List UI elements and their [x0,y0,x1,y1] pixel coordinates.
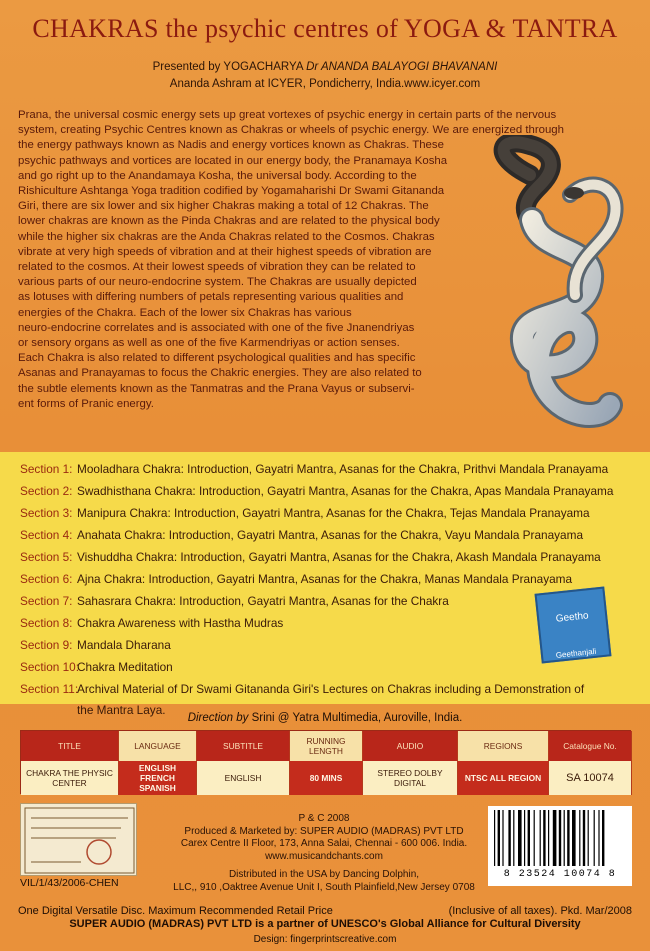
stamp-icon [21,804,138,877]
intro-line: psychic pathways and vortices are located in our energy body, the Pranamaya Kosha [18,154,448,167]
production-credits [146,813,502,863]
section-text: Mooladhara Chakra: Introduction, Gayatri Mantra, Asanas for the Chakra, Prithvi Mandala Pranayama [77,462,609,476]
section-row [20,506,590,520]
pc-line: P & C 2008 [298,813,350,824]
intro-line: the energy pathways known as Nadis and energy vortices known as Chakras. These [18,139,444,152]
section-row [20,660,173,674]
barcode-bar [498,810,500,866]
intro-line: or sensory organs as well as one of the five Karmendriyas or action senses. [18,337,400,350]
intro-line: the subtle elements known as the Tanmatras and the Prana Vayus or subservi- [18,382,415,395]
barcode-bar [540,810,541,866]
spec-header: SUBTITLE [197,731,290,761]
section-row [20,462,609,476]
section-label: Section 7: [20,594,73,608]
barcode-bar [588,810,589,866]
barcode-bar [534,810,535,866]
spec-value: 80 MINS [290,761,363,795]
barcode-icon [488,806,632,872]
barcode-bar [572,810,576,866]
barcode-bar [553,810,557,866]
intro-line: ent forms of Pranic energy. [18,397,154,410]
barcode-bar [602,810,604,866]
section-label: Section 4: [20,528,73,542]
intro-line: related to the cosmos. At their lowest speeds of vibration they can be related to [18,261,416,274]
website-line: www.musicandchants.com [265,850,383,862]
section-row [20,616,284,630]
direction-prefix: Direction by [187,712,252,724]
barcode-bar [598,810,599,866]
spec-value: NTSC ALL REGION [458,761,549,795]
barcode-number: 8 23524 10074 8 [488,869,632,880]
spec-header: AUDIO [363,731,458,761]
section-text: Chakra Awareness with Hastha Mudras [77,616,284,630]
barcode-bar [528,810,530,866]
section-text: Swadhisthana Chakra: Introduction, Gayatri Mantra, Asanas for the Chakra, Apas Mandala Pranayama [77,484,614,498]
presenter-prefix: Presented by YOGACHARYA [152,61,307,73]
section-label: Section 3: [20,506,73,520]
section-row [20,528,584,542]
section-label: Section 11: [20,682,79,696]
section-label: Section 10: [20,660,80,674]
intro-line: Rishiculture Ashtanga Yoga tradition codified by Yogamaharishi Dr Swami Gitananda [18,185,445,198]
distributor-line: Distributed in the USA by Dancing Dolphin, [228,869,420,880]
barcode-bar [524,810,525,866]
distribution-credits [146,868,502,894]
direction-credit [0,712,650,724]
intro-line: lower chakras are known as the Pinda Chakras and are related to the physical body [18,215,440,228]
spec-header: RUNNING LENGTH [290,731,363,761]
spec-header: TITLE [21,731,119,761]
barcode-bar [567,810,569,866]
barcode-bar [518,810,522,866]
section-text: Anahata Chakra: Introduction, Gayatri Mantra, Asanas for the Chakra, Vayu Mandala Pranayama [77,528,584,542]
page-title: CHAKRAS the psychic centres of YOGA & TANTRA [32,14,618,43]
spec-value: ENGLISH [197,761,290,795]
section-text: Sahasrara Chakra: Introduction, Gayatri Mantra, Asanas for the Chakra [77,594,449,608]
barcode-bar [508,810,510,866]
intro-line: various parts of our neuro-endocrine system. The Chakras are usually depicted [18,276,417,289]
badge-top-text: Geetho [555,610,590,625]
section-text: Mandala Dharana [77,638,171,652]
partner-line: SUPER AUDIO (MADRAS) PVT LTD is a partner of UNESCO's Global Alliance for Cultural Diversity [69,918,581,930]
spec-header: REGIONS [458,731,549,761]
spec-value: STEREO DOLBY DIGITAL [363,761,458,795]
section-label: Section 1: [20,462,73,476]
section-row [20,638,171,652]
cobra-illustration [470,135,640,440]
barcode-bar [564,810,565,866]
section-label: Section 2: [20,484,73,498]
intro-line: Each Chakra is also related to different psychological qualities and has specific [18,352,416,365]
barcode-bar [594,810,595,866]
spec-value: ENGLISH FRENCH SPANISH [119,761,197,795]
barcode-bar [583,810,585,866]
section-row [20,550,601,564]
barcode-bar [502,810,503,866]
stamp-code: VIL/1/43/2006-CHEN [20,877,119,889]
section-text: Chakra Meditation [77,660,173,674]
direction-text: Srini @ Yatra Multimedia, Auroville, India. [251,712,463,724]
intro-line: energies of the Chakra. Each of the lower six Chakras has various [18,306,352,319]
barcode-bar [559,810,561,866]
section-label: Section 5: [20,550,73,564]
design-credit: Design: fingerprintscreative.com [253,934,397,945]
spec-header: LANGUAGE [119,731,197,761]
distributor-address: LLC,, 910 ,Oaktree Avenue Unit I, South Plainfield,New Jersey 0708 [173,882,475,893]
address-line: Carex Centre II Floor, 173, Anna Salai, Chennai - 600 006. India. [180,838,468,849]
intro-line: Giri, there are six lower and six higher Chakras making a total of 12 Chakras. The [18,200,429,213]
retail-line [18,905,632,917]
section-row [20,572,573,586]
section-label: Section 6: [20,572,73,586]
barcode-bar [543,810,545,866]
certification-stamp [20,803,137,876]
spec-table [20,730,631,794]
section-label: Section 9: [20,638,73,652]
section-row [20,594,449,608]
spec-value: CHAKRA THE PHYSIC CENTER [21,761,119,795]
cobra-icon [470,135,640,440]
section-text: Vishuddha Chakra: Introduction, Gayatri Mantra, Asanas for the Chakra, Akash Mandala Pranayama [77,550,601,564]
section-11-continuation: the Mantra Laya. [77,703,166,717]
spec-header: Catalogue No. [549,731,632,761]
presenter-line [0,59,650,76]
sections-panel [0,452,650,717]
intro-line: vibrate at very high speeds of vibration and at their highest speeds of vibration are [18,245,432,258]
intro-line: system, creating Psychic Centres known as Chakras or wheels of psychic energy. We are energized through [18,124,564,137]
barcode-bar [494,810,495,866]
barcode-bar [579,810,580,866]
geethanjali-badge [535,587,612,664]
retail-right: (Inclusive of all taxes). Pkd. Mar/2008 [448,905,632,917]
producer-line: Produced & Marketed by: SUPER AUDIO (MADRAS) PVT LTD [184,825,464,837]
retail-left: One Digital Versatile Disc. Maximum Recommended Retail Price [18,905,333,917]
intro-line: as lotuses with differing numbers of petals representing various qualities and [18,291,404,304]
intro-line: Asanas and Pranayamas to focus the Chakric energies. They are also related to [18,367,422,380]
section-label: Section 8: [20,616,73,630]
intro-line: Prana, the universal cosmic energy sets up great vortexes of psychic energy in certain parts of the nervous [18,109,557,121]
ashram-line: Ananda Ashram at ICYER, Pondicherry, India.www.icyer.com [169,78,481,90]
section-row [20,484,614,498]
section-text: Archival Material of Dr Swami Gitananda Giri's Lectures on Chakras including a Demonstration of [77,682,585,696]
presenter-name: Dr ANANDA BALAYOGI BHAVANANI [306,61,498,73]
barcode-bar [548,810,549,866]
intro-line: while the higher six chakras are the Anda Chakras related to the Cosmos. Chakras [18,230,435,243]
section-text: Ajna Chakra: Introduction, Gayatri Mantra, Asanas for the Chakra, Manas Mandala Pranayama [77,572,573,586]
presenter-block [0,59,650,93]
section-row [20,682,585,696]
intro-line: neuro-endocrine correlates and is associated with one of the five Jnanendriyas [18,321,415,334]
section-text: Manipura Chakra: Introduction, Gayatri Mantra, Asanas for the Chakra, Tejas Mandala Pranayama [77,506,590,520]
spec-value: SA 10074 [549,761,632,795]
badge-bottom-text: Geethanjali [555,646,597,660]
intro-line: and go right up to the Anandamaya Kosha, the universal body. According to the [18,169,417,182]
barcode-bar [513,810,514,866]
